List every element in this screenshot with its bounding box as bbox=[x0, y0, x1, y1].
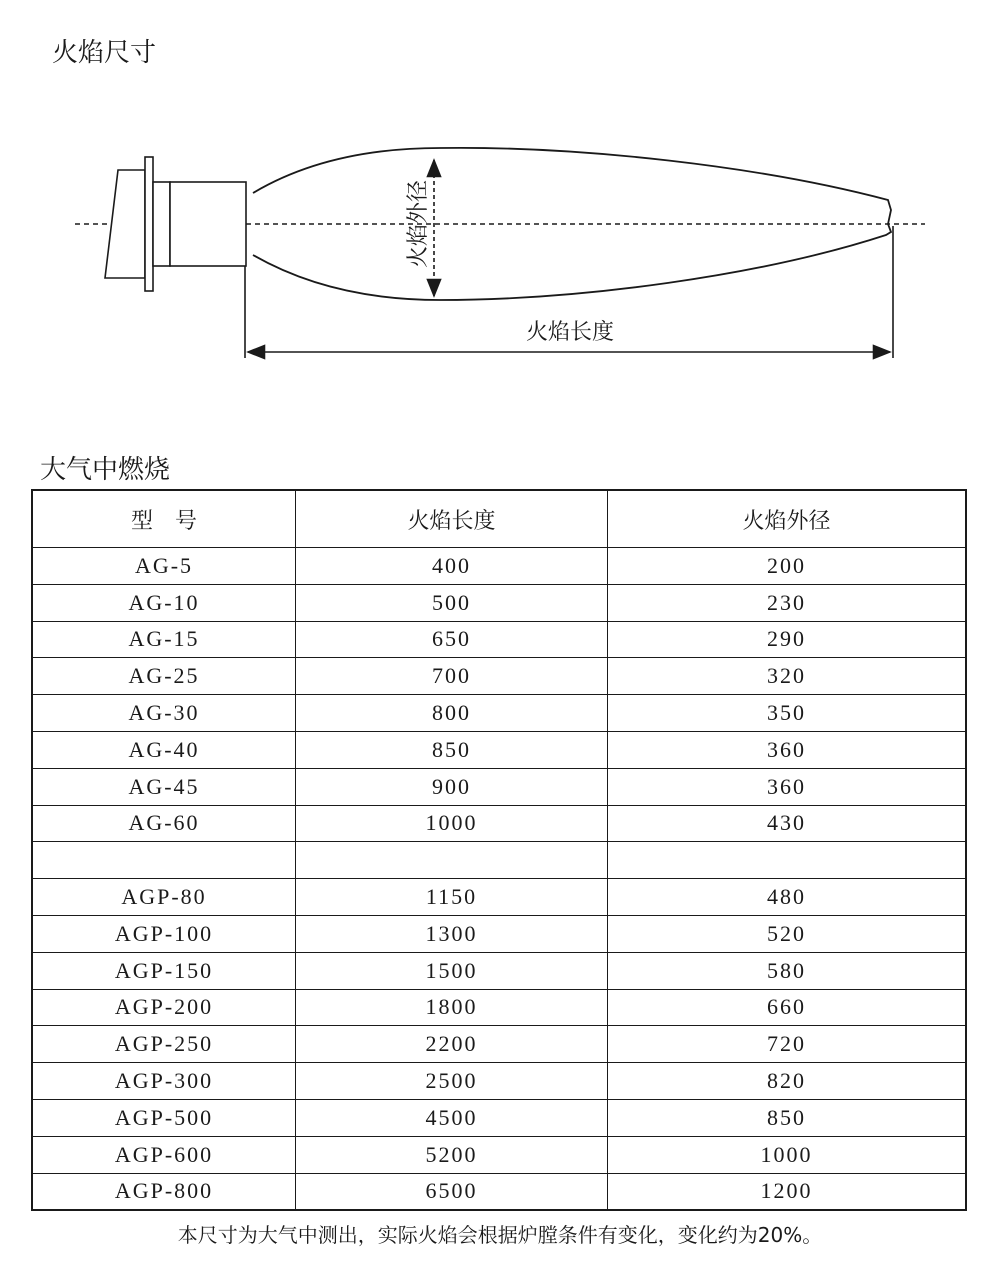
cell-model: AGP-500 bbox=[32, 1099, 296, 1136]
flame-spec-table bbox=[31, 489, 967, 1211]
cell-diameter: 230 bbox=[608, 584, 967, 621]
cell-model: AG-45 bbox=[32, 768, 296, 805]
cell-diameter: 360 bbox=[608, 768, 967, 805]
burner-icon bbox=[105, 157, 246, 291]
cell-model: AG-30 bbox=[32, 695, 296, 732]
cell-diameter: 520 bbox=[608, 915, 967, 952]
table-row bbox=[32, 584, 966, 621]
table-row bbox=[32, 1173, 966, 1210]
table-row bbox=[32, 1099, 966, 1136]
table-row bbox=[32, 879, 966, 916]
diameter-label: 火焰外径 bbox=[406, 179, 431, 269]
table-row bbox=[32, 658, 966, 695]
cell-length: 900 bbox=[296, 768, 608, 805]
footnote: 本尺寸为大气中测出，实际火焰会根据炉膛条件有变化，变化约为20%。 bbox=[177, 1223, 823, 1247]
cell-length: 1000 bbox=[296, 805, 608, 842]
cell-length: 5200 bbox=[296, 1136, 608, 1173]
cell-length: 6500 bbox=[296, 1173, 608, 1210]
cell-length: 1800 bbox=[296, 989, 608, 1026]
cell-length: 4500 bbox=[296, 1099, 608, 1136]
table-row bbox=[32, 731, 966, 768]
table-row bbox=[32, 1063, 966, 1100]
cell-diameter: 660 bbox=[608, 989, 967, 1026]
cell-diameter: 430 bbox=[608, 805, 967, 842]
cell-length: 2200 bbox=[296, 1026, 608, 1063]
header-model: 型 号 bbox=[32, 490, 296, 548]
cell-diameter: 720 bbox=[608, 1026, 967, 1063]
cell-diameter: 350 bbox=[608, 695, 967, 732]
cell-model: AGP-200 bbox=[32, 989, 296, 1026]
atmosphere-title: 大气中燃烧 bbox=[40, 455, 171, 485]
cell-model: AG-25 bbox=[32, 658, 296, 695]
cell-model: AGP-300 bbox=[32, 1063, 296, 1100]
table-row bbox=[32, 805, 966, 842]
cell-model: AG-40 bbox=[32, 731, 296, 768]
cell-diameter: 320 bbox=[608, 658, 967, 695]
cell-diameter: 580 bbox=[608, 952, 967, 989]
cell-model bbox=[32, 842, 296, 879]
cell-length bbox=[296, 842, 608, 879]
table-row bbox=[32, 989, 966, 1026]
table-row bbox=[32, 915, 966, 952]
cell-diameter: 360 bbox=[608, 731, 967, 768]
cell-model: AGP-600 bbox=[32, 1136, 296, 1173]
cell-diameter: 1200 bbox=[608, 1173, 967, 1210]
cell-length: 500 bbox=[296, 584, 608, 621]
table-row bbox=[32, 952, 966, 989]
cell-length: 400 bbox=[296, 548, 608, 585]
table-row bbox=[32, 548, 966, 585]
cell-model: AGP-100 bbox=[32, 915, 296, 952]
cell-length: 1300 bbox=[296, 915, 608, 952]
table-row-spacer bbox=[32, 842, 966, 879]
table-row bbox=[32, 1136, 966, 1173]
cell-diameter: 820 bbox=[608, 1063, 967, 1100]
cell-length: 1500 bbox=[296, 952, 608, 989]
header-diameter: 火焰外径 bbox=[608, 490, 967, 548]
cell-diameter: 850 bbox=[608, 1099, 967, 1136]
cell-model: AGP-150 bbox=[32, 952, 296, 989]
cell-model: AG-10 bbox=[32, 584, 296, 621]
cell-model: AG-15 bbox=[32, 621, 296, 658]
cell-length: 1150 bbox=[296, 879, 608, 916]
cell-diameter: 480 bbox=[608, 879, 967, 916]
cell-model: AG-60 bbox=[32, 805, 296, 842]
flame-size-title: 火焰尺寸 bbox=[52, 38, 157, 68]
cell-length: 700 bbox=[296, 658, 608, 695]
flame-diagram bbox=[0, 0, 1000, 420]
cell-model: AGP-800 bbox=[32, 1173, 296, 1210]
table-row bbox=[32, 621, 966, 658]
cell-model: AG-5 bbox=[32, 548, 296, 585]
table-header-row bbox=[32, 490, 966, 548]
table-row bbox=[32, 1026, 966, 1063]
cell-model: AGP-80 bbox=[32, 879, 296, 916]
cell-length: 800 bbox=[296, 695, 608, 732]
cell-length: 2500 bbox=[296, 1063, 608, 1100]
cell-diameter: 290 bbox=[608, 621, 967, 658]
cell-length: 850 bbox=[296, 731, 608, 768]
cell-model: AGP-250 bbox=[32, 1026, 296, 1063]
cell-diameter bbox=[608, 842, 967, 879]
length-label: 火焰长度 bbox=[525, 320, 615, 345]
table-row bbox=[32, 695, 966, 732]
cell-diameter: 1000 bbox=[608, 1136, 967, 1173]
cell-diameter: 200 bbox=[608, 548, 967, 585]
cell-length: 650 bbox=[296, 621, 608, 658]
table-row bbox=[32, 768, 966, 805]
header-length: 火焰长度 bbox=[296, 490, 608, 548]
